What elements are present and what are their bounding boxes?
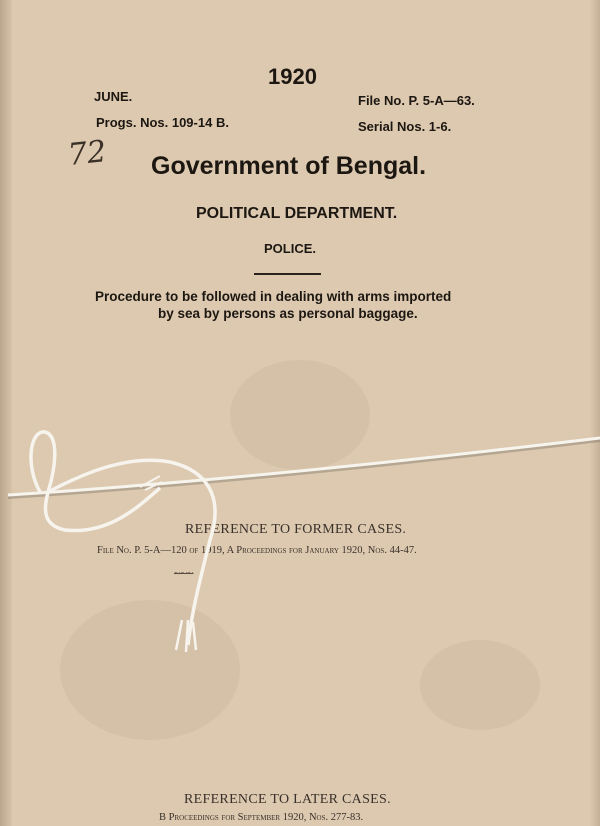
paper-left-edge — [0, 0, 12, 826]
later-cases-reference: B Proceedings for September 1920, Nos. 277-83. — [159, 812, 364, 823]
former-cases-reference: File No. P. 5-A—120 of 1919, A Proceedings for January 1920, Nos. 44-47. — [97, 545, 417, 556]
document-title: Government of Bengal. — [151, 152, 427, 180]
section-heading: POLICE. — [264, 241, 317, 256]
paper-right-edge — [590, 0, 600, 826]
paper-stain — [60, 600, 240, 740]
file-number: File No. P. 5-A—63. — [358, 93, 475, 108]
year: 1920 — [268, 64, 317, 89]
department-heading: POLITICAL DEPARTMENT. — [196, 205, 398, 222]
proceedings-numbers: Progs. Nos. 109-14 B. — [96, 115, 229, 130]
paper-stain — [420, 640, 540, 730]
former-cases-heading: REFERENCE TO FORMER CASES. — [185, 522, 407, 537]
struck-out-mark: ~~~ — [174, 566, 194, 580]
paper-stain — [230, 360, 370, 470]
subject-line-1: Procedure to be followed in dealing with arms imported — [95, 289, 452, 304]
subject-line-2: by sea by persons as personal baggage. — [158, 306, 418, 321]
month: JUNE. — [94, 89, 133, 104]
serial-numbers: Serial Nos. 1-6. — [358, 119, 452, 134]
handwritten-note: 72 — [66, 134, 108, 173]
divider-rule — [254, 273, 321, 275]
later-cases-heading: REFERENCE TO LATER CASES. — [184, 792, 391, 807]
